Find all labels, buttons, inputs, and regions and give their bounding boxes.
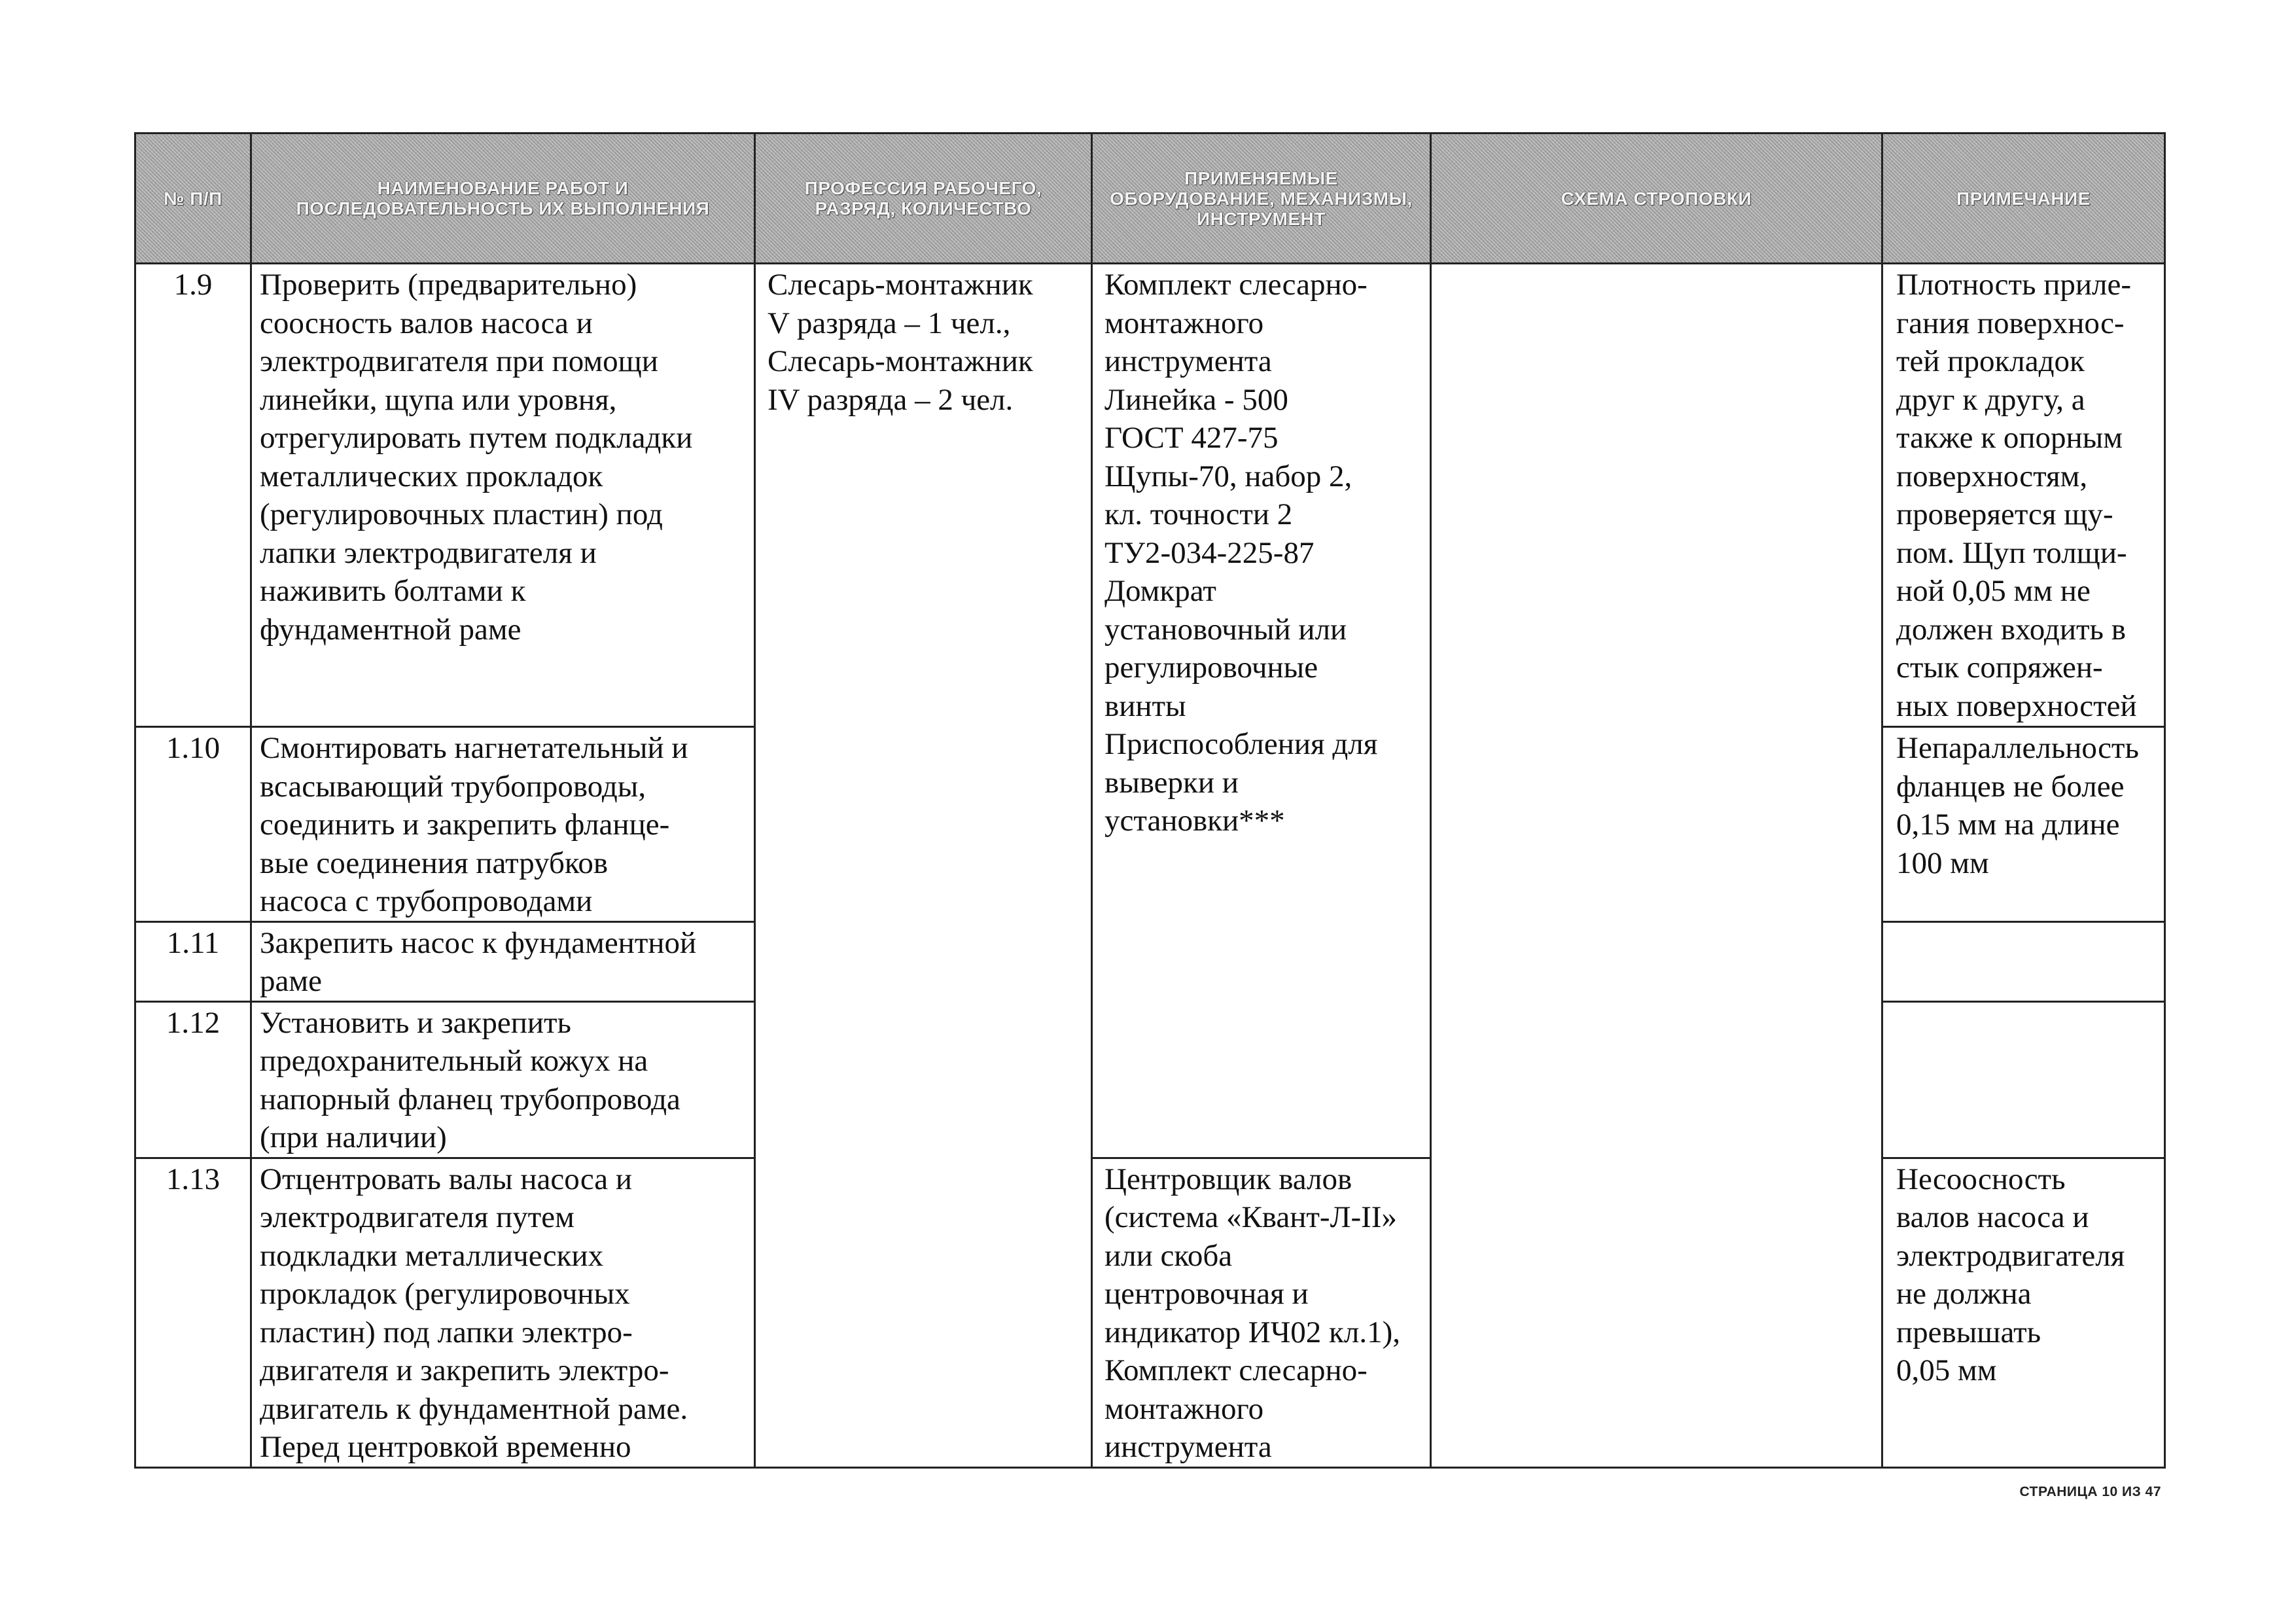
note-cell: Непараллельность фланцев не более 0,15 мм на длине 100 мм <box>1882 727 2165 922</box>
row-number: 1.12 <box>135 1001 251 1158</box>
equipment-cell: Комплект слесарно- монтажного инструмента Линейка - 500 ГОСТ 427-75 Щупы-70, набор 2, кл. точности 2 ТУ2-034-225-87 Домкрат установочный или регулировочные винты Приспособления для выверки и установки*** <box>1092 264 1431 1158</box>
note-cell <box>1882 921 2165 1001</box>
work-table <box>134 132 2166 1469</box>
equipment-cell: Центровщик валов (система «Квант-Л-II» или скоба центровочная и индикатор ИЧ02 кл.1), Комплект слесарно- монтажного инструмента <box>1092 1158 1431 1467</box>
header-profession: ПРОФЕССИЯ РАБОЧЕГО, РАЗРЯД, КОЛИЧЕСТВО <box>755 134 1092 264</box>
row-number: 1.13 <box>135 1158 251 1467</box>
sling-scheme-cell <box>1431 264 1882 1468</box>
header-equipment: ПРИМЕНЯЕМЫЕ ОБОРУДОВАНИЕ, МЕХАНИЗМЫ, ИНСТРУМЕНТ <box>1092 134 1431 264</box>
header-num: № П/П <box>135 134 251 264</box>
work-description: Установить и закрепить предохранительный кожух на напорный фланец трубопровода (при наличии) <box>251 1001 755 1158</box>
header-work: НАИМЕНОВАНИЕ РАБОТ И ПОСЛЕДОВАТЕЛЬНОСТЬ ИХ ВЫПОЛНЕНИЯ <box>251 134 755 264</box>
table-header-row <box>135 134 2165 264</box>
header-note: ПРИМЕЧАНИЕ <box>1882 134 2165 264</box>
work-description: Отцентровать валы насоса и электродвигателя путем подкладки металлических прокладок (регулировочных пластин) под лапки электро- двигателя и закрепить электро- двигатель к фундаментной раме. Перед центровкой временно <box>251 1158 755 1467</box>
header-sling: СХЕМА СТРОПОВКИ <box>1431 134 1882 264</box>
profession-cell: Слесарь-монтажник V разряда – 1 чел., Слесарь-монтажник IV разряда – 2 чел. <box>755 264 1092 1468</box>
table-row <box>135 264 2165 727</box>
work-description: Закрепить насос к фундаментной раме <box>251 921 755 1001</box>
note-cell <box>1882 1001 2165 1158</box>
work-description: Проверить (предварительно) соосность валов насоса и электродвигателя при помощи линейки, щупа или уровня, отрегулировать путем подкладки металлических прокладок (регулировочных пластин) под лапки электродвигателя и наживить болтами к фундаментной раме <box>251 264 755 727</box>
note-cell: Плотность приле- гания поверхнос- тей прокладок друг к другу, а также к опорным поверхностям, проверяется щу- пом. Щуп толщи- ной 0,05 мм не должен входить в стык сопряжен- ных поверхностей <box>1882 264 2165 727</box>
row-number: 1.9 <box>135 264 251 727</box>
note-cell: Несоосность валов насоса и электродвигателя не должна превышать 0,05 мм <box>1882 1158 2165 1467</box>
work-description: Смонтировать нагнетательный и всасывающий трубопроводы, соединить и закрепить фланце- вые соединения патрубков насоса с трубопроводами <box>251 727 755 922</box>
page-number: СТРАНИЦА 10 ИЗ 47 <box>2019 1484 2161 1499</box>
row-number: 1.11 <box>135 921 251 1001</box>
row-number: 1.10 <box>135 727 251 922</box>
